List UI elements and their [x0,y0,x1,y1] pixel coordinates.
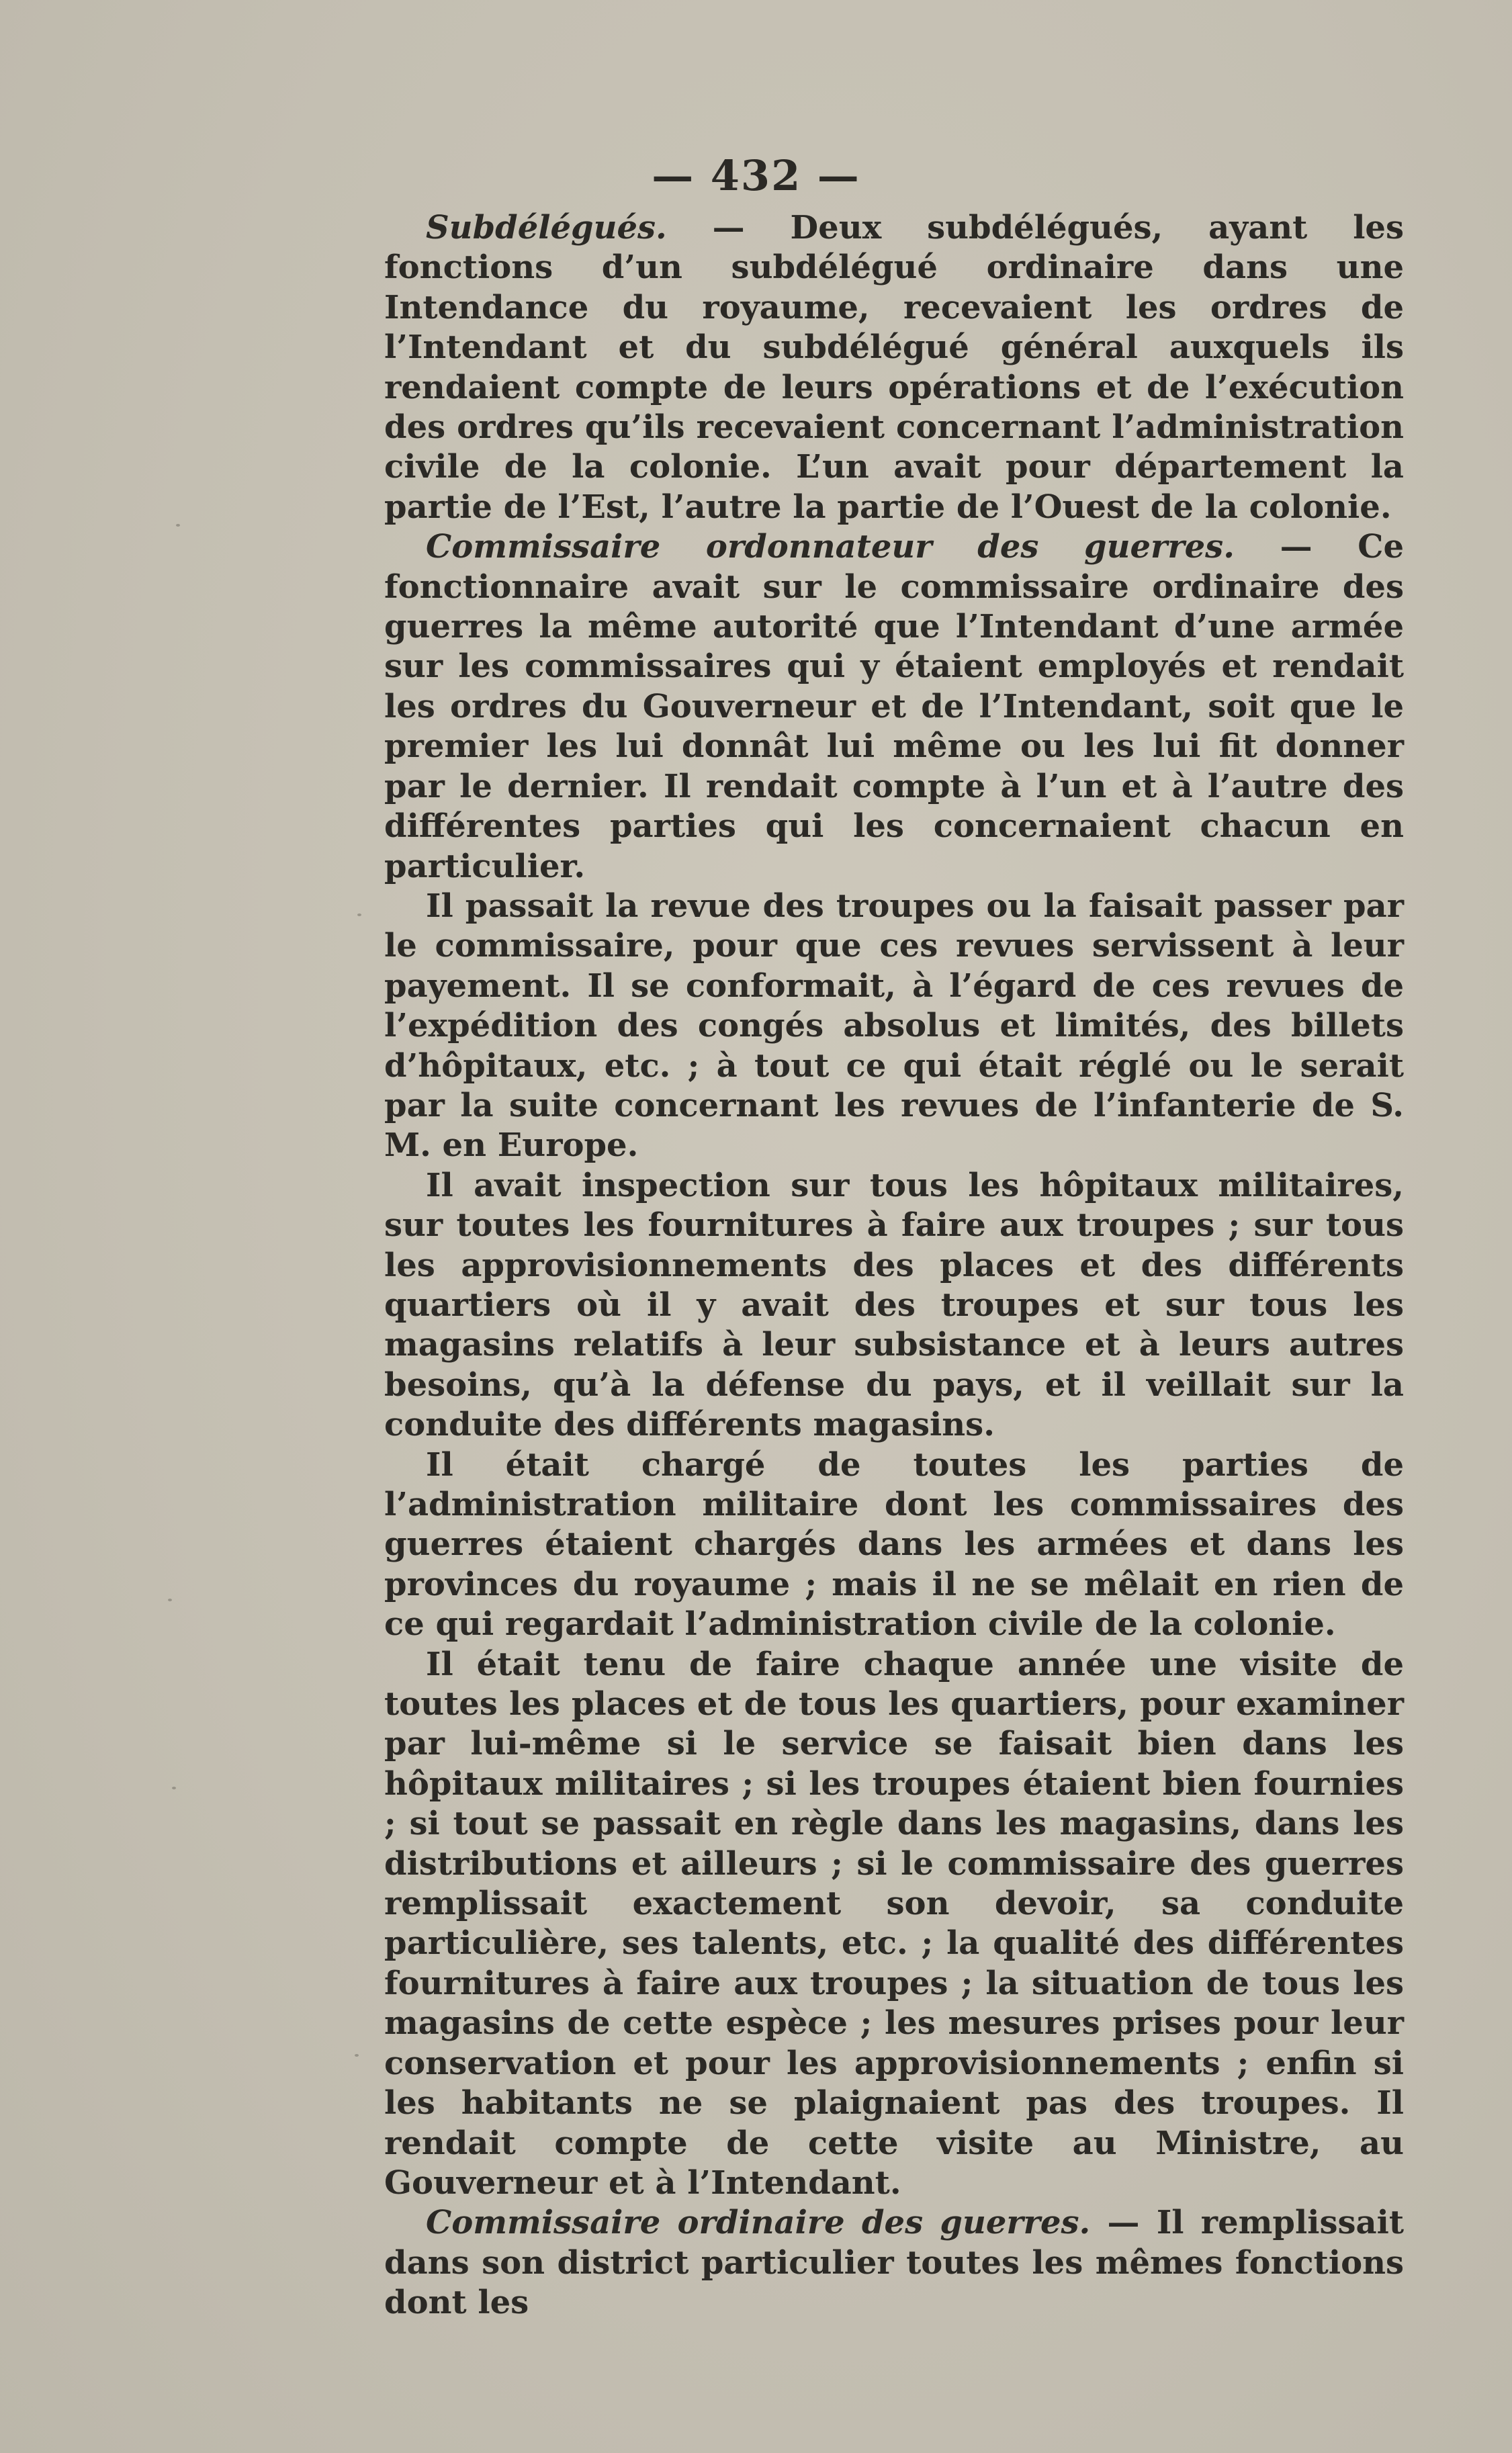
paragraph-text: — Ce fonctionnaire avait sur le commissaire ordinaire des guerres la même autorité que l’Intendant d’une armée sur les commissaires qui y étaient employés et rendait les ordres du Gouverneur et de l’Intendant, soit que le premier les lui donnât lui même ou les lui fit donner par le dernier. Il rendait compte à l’un et à l’autre des différentes parties qui les concernaient chacun en particulier. [384,528,1405,885]
paragraph-commissaire-ordinaire [384,2203,1404,2323]
body-text [384,208,1404,2323]
paragraph-text: Il était tenu de faire chaque année une visite de toutes les places et de tous les quartiers, pour examiner par lui-même si le service se faisait bien dans les hôpitaux militaires ; si les troupes étaient bien fournies ; si tout se passait en règle dans les magasins, dans les distributions et ailleurs ; si le commissaire des guerres remplissait exactement son devoir, sa conduite particulière, ses talents, etc. ; la qualité des différentes fournitures à faire aux troupes ; la situation de tous les magasins de cette espèce ; les mesures prises pour leur conservation et pour les approvisionnements ; enfin si les habitants ne se plaignaient pas des troupes. Il rendait compte de cette visite au Ministre, au Gouverneur et à l’Intendant. [384,1645,1404,2202]
paper-speck [172,1787,176,1789]
paragraph-text: Il passait la revue des troupes ou la faisait passer par le commissaire, pour que ces revues servissent à leur payement. Il se conformait, à l’égard de ces revues de l’expédition des congés absolus et limités, des billets d’hôpitaux, etc. ; à tout ce qui était réglé ou le serait par la suite concernant les revues de l’infanterie de S. M. en Europe. [384,887,1404,1165]
section-heading-subdelegues: Subdélégués. [426,209,667,247]
paragraph-revue [384,887,1404,1166]
paper-speck [357,913,361,916]
paper-speck [176,524,180,527]
paragraph-subdelegues [384,208,1404,527]
section-heading-commissaire-ordinaire: Commissaire ordinaire des guerres. [426,2204,1091,2242]
paragraph-text: — Il remplissait dans son district particulier toutes les mêmes fonctions dont les [384,2204,1404,2322]
paragraph-text: Il avait inspection sur tous les hôpitaux militaires, sur toutes les fournitures à faire aux troupes ; sur tous les approvisionnements des places et des différents quartiers où il y avait des troupes et sur tous les magasins relatifs à leur subsistance et à leurs autres besoins, qu’à la défense du pays, et il veillait sur la conduite des différents magasins. [384,1166,1404,1444]
paragraph-text: — Deux subdélégués, ayant les fonctions d’un subdélégué ordinaire dans une Intendance du royaume, recevaient les ordres de l’Intendant et du subdélégué général auxquels ils rendaient compte de leurs opérations et de l’exécution des ordres qu’ils recevaient concernant l’administration civile de la colonie. L’un avait pour département la partie de l’Est, l’autre la partie de l’Ouest de la colonie. [384,209,1404,526]
paragraph-inspection [384,1166,1404,1445]
paper-speck [355,2054,359,2057]
paper-speck [168,1599,172,1601]
section-heading-commissaire-ordonnateur: Commissaire ordonnateur des guerres. [426,528,1235,566]
paragraph-commissaire-ordonnateur [384,527,1404,887]
paragraph-visite [384,1645,1404,2204]
paragraph-text: Il était chargé de toutes les parties de l’administration militaire dont les commissaires des guerres étaient chargés dans les armées et dans les provinces du royaume ; mais il ne se mêlait en rien de ce qui regardait l’administration civile de la colonie. [384,1445,1404,1644]
paragraph-administration [384,1445,1404,1645]
page-number: — 432 — [652,151,860,200]
